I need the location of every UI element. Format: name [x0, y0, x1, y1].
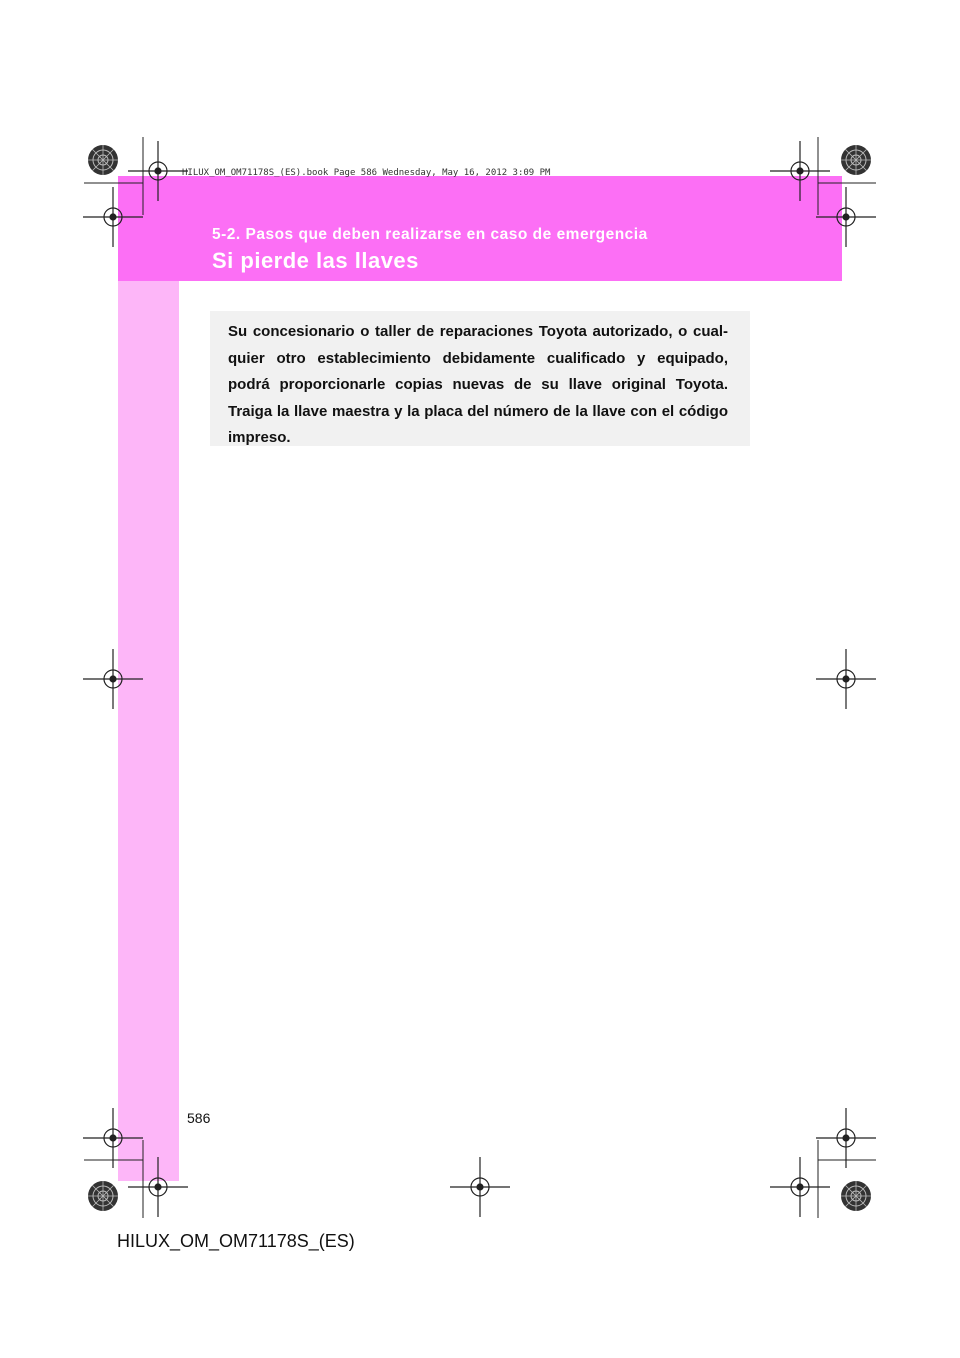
star-target-top-left: [88, 145, 118, 175]
registration-mark-mid-left: [83, 649, 143, 709]
footer-doc-code: HILUX_OM_OM71178S_(ES): [117, 1231, 355, 1251]
registration-mark-upper-right: [816, 187, 876, 247]
page-number: 586: [187, 1110, 211, 1126]
star-target-bottom-left: [88, 1181, 118, 1211]
page-title: Si pierde las llaves: [212, 248, 419, 273]
registration-mark-bottom-center: [450, 1157, 510, 1217]
registration-mark-mid-right: [816, 649, 876, 709]
book-meta-line: HILUX_OM_OM71178S_(ES).book Page 586 Wednesday, May 16, 2012 3:09 PM: [182, 168, 551, 178]
registration-mark-lower-left: [83, 1108, 143, 1168]
registration-mark-lower-right: [816, 1108, 876, 1168]
registration-mark-top-left: [128, 141, 188, 201]
star-target-top-right: [841, 145, 871, 175]
section-label: 5-2. Pasos que deben realizarse en caso de emergencia: [212, 226, 648, 243]
registration-mark-upper-left: [83, 187, 143, 247]
registration-mark-bottom-right: [770, 1157, 830, 1217]
registration-mark-top-right: [770, 141, 830, 201]
registration-mark-bottom-left: [128, 1157, 188, 1217]
note-text: Su concesionario o taller de reparaciones Toyota autorizado, o cual-quier otro establecimiento debidamente cualificado y equipado, podrá proporcionarle copias nuevas de su llave original Toyota. Traiga la llave maestra y la placa del número de la llave con el código impreso.: [228, 323, 728, 446]
star-target-bottom-right: [841, 1181, 871, 1211]
